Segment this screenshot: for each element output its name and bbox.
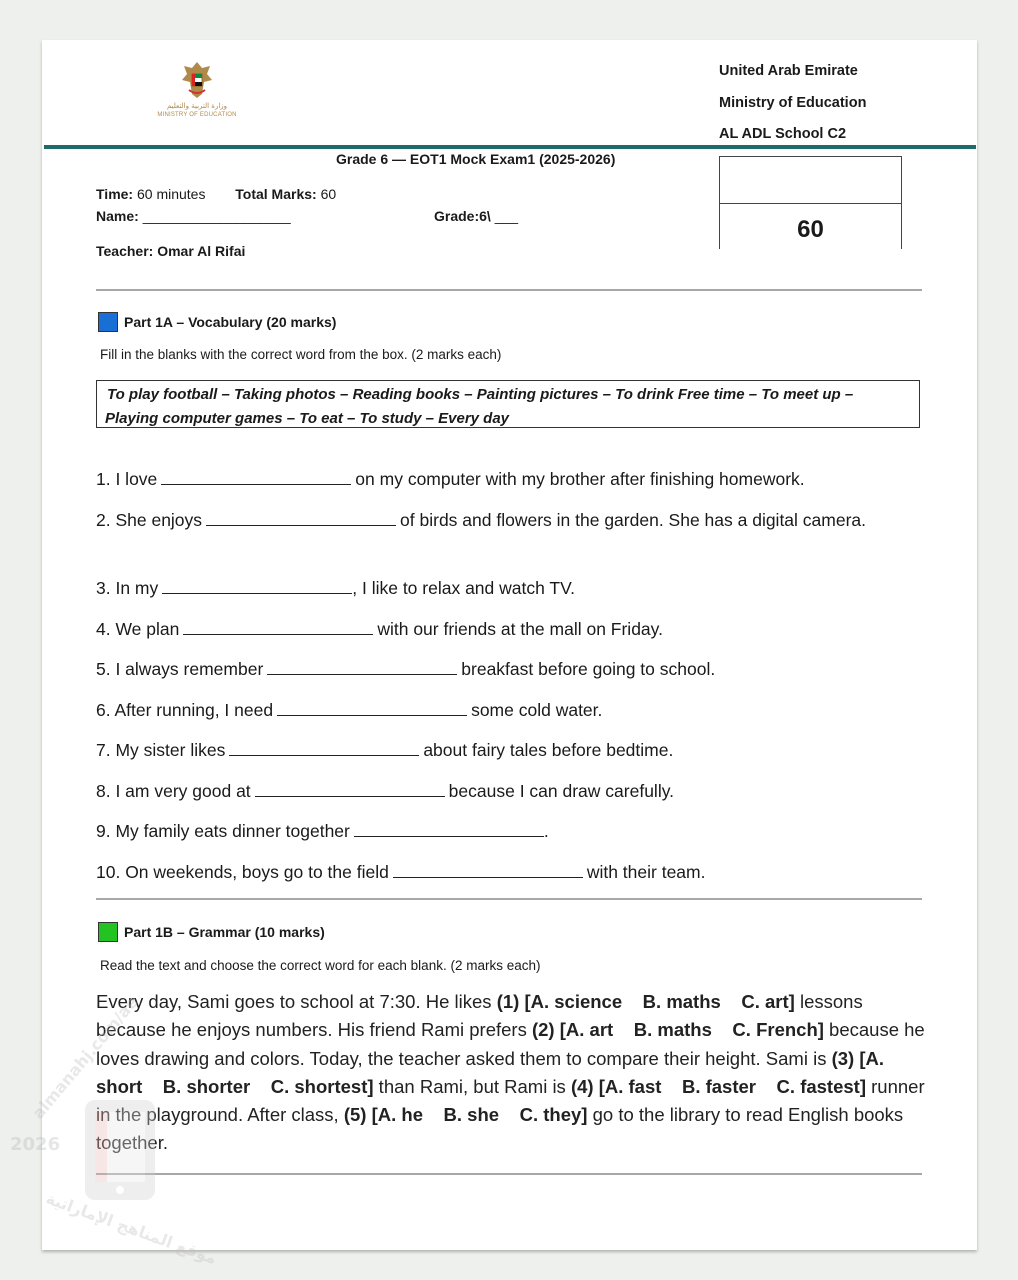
question-6 (96, 696, 926, 724)
exam-title: Grade 6 — EOT1 Mock Exam1 (2025-2026) (336, 151, 616, 167)
ministry-logo (147, 60, 247, 130)
section-divider (96, 1173, 922, 1175)
part-1b-title: Part 1B – Grammar (10 marks) (124, 924, 325, 940)
question-text: on my computer with my brother after finishing homework. (355, 469, 805, 489)
question-text: 5. I always remember (96, 659, 264, 679)
question-3 (96, 574, 926, 602)
question-7 (96, 736, 926, 764)
score-obtained-cell[interactable] (720, 157, 901, 204)
score-box (719, 156, 902, 249)
name-blank[interactable]: ___________________ (142, 208, 291, 224)
total-marks-label: Total Marks: (235, 186, 317, 202)
answer-blank[interactable] (393, 861, 583, 878)
answer-blank[interactable] (162, 577, 352, 594)
school-info (719, 56, 866, 151)
passage-text: runner in the playground. After class, (96, 1075, 925, 1126)
section-divider (96, 898, 922, 900)
watermark-arabic: موقع المناهج الإماراتية (43, 1188, 220, 1269)
question-text: 8. I am very good at (96, 781, 251, 801)
time-value: 60 minutes (136, 186, 206, 202)
time-and-marks (96, 186, 336, 202)
answer-blank[interactable] (206, 509, 396, 526)
question-5 (96, 655, 926, 683)
grade-field[interactable] (434, 208, 518, 224)
question-10 (96, 858, 926, 886)
answer-blank[interactable] (229, 739, 419, 756)
logo-arabic-text: وزارة التربية والتعليم (166, 102, 228, 110)
question-1 (96, 465, 926, 493)
question-text: breakfast before going to school. (461, 659, 716, 679)
question-text: because I can draw carefully. (448, 781, 675, 801)
question-text: 9. My family eats dinner together (96, 821, 350, 841)
question-text: 1. I love (96, 469, 158, 489)
question-text: 6. After running, I need (96, 700, 274, 720)
grade-blank[interactable]: ___ (494, 208, 519, 224)
choice-4[interactable]: (4) [A. fast B. faster C. fastest] (570, 1075, 866, 1097)
answer-blank[interactable] (255, 780, 445, 797)
answer-blank[interactable] (277, 699, 467, 716)
passage-text: go to the library to read English books together. (96, 1104, 904, 1154)
word-box (96, 380, 920, 428)
question-text: with their team. (586, 862, 706, 882)
total-marks-value: 60 (320, 186, 337, 202)
answer-blank[interactable] (267, 658, 457, 675)
question-4 (96, 615, 926, 643)
country-line: United Arab Emirate (719, 63, 858, 79)
ministry-line: Ministry of Education (719, 94, 867, 111)
word-box-line: To play football – Taking photos – Reading books – Painting pictures – To drink Free time – To meet up – (107, 386, 854, 403)
section-divider (96, 289, 922, 291)
school-line: AL ADL School C2 (719, 126, 847, 142)
blue-square-icon (98, 312, 118, 332)
question-text: about fairy tales before bedtime. (423, 740, 674, 760)
question-2 (96, 506, 926, 534)
logo-english-text: MINISTRY OF EDUCATION (157, 112, 237, 118)
watermark-latin: almanahj.com/ae (28, 992, 142, 1123)
score-total: 60 (797, 216, 824, 243)
question-text: 4. We plan (96, 619, 180, 639)
passage-text: than Rami, but Rami is (373, 1075, 571, 1097)
exam-page (42, 40, 977, 1250)
name-field[interactable] (96, 208, 291, 224)
time-label: Time: (96, 186, 134, 202)
question-text: 7. My sister likes (96, 740, 226, 760)
choice-5[interactable]: (5) [A. he B. she C. they] (343, 1104, 588, 1126)
uae-emblem-icon (180, 60, 214, 100)
part-1a-heading (98, 312, 336, 332)
header-divider (44, 145, 976, 149)
answer-blank[interactable] (354, 820, 544, 837)
grammar-passage (96, 988, 926, 1158)
watermark-year: 2026 (10, 1134, 61, 1155)
passage-text: Every day, Sami goes to school at 7:30. He likes (96, 991, 497, 1012)
passage-text: because he loves drawing and colors. Today, the teacher asked them to compare their height. Sami is (96, 1019, 925, 1069)
part-1a-instruction: Fill in the blanks with the correct word from the box. (2 marks each) (100, 347, 502, 362)
part-1b-heading (98, 922, 325, 942)
name-label: Name: (96, 208, 139, 224)
choice-3[interactable]: (3) [A. short B. shorter C. shortest] (96, 1047, 890, 1097)
part-1b-instruction: Read the text and choose the correct word for each blank. (2 marks each) (100, 958, 541, 973)
grade-label: Grade:6\ (434, 208, 491, 224)
question-text: with our friends at the mall on Friday. (377, 619, 663, 639)
question-text: , I like to relax and watch TV. (352, 578, 576, 598)
teacher-line (96, 243, 245, 259)
passage-text: lessons because he enjoys numbers. His friend Rami prefers (96, 991, 863, 1041)
question-9 (96, 817, 926, 845)
choice-2[interactable]: (2) [A. art B. maths C. French] (531, 1019, 824, 1041)
green-square-icon (98, 922, 118, 942)
choice-1[interactable]: (1) [A. science B. maths C. art] (496, 991, 795, 1012)
part-1a-title: Part 1A – Vocabulary (20 marks) (124, 314, 337, 330)
question-text: . (543, 821, 549, 841)
teacher-name: Teacher: Omar Al Rifai (96, 243, 246, 259)
question-text: 3. In my (96, 578, 159, 598)
question-8 (96, 777, 926, 805)
question-text: 2. She enjoys (96, 510, 203, 530)
answer-blank[interactable] (183, 618, 373, 635)
answer-blank[interactable] (161, 468, 351, 485)
question-text: some cold water. (471, 700, 603, 720)
question-text: 10. On weekends, boys go to the field (96, 862, 389, 882)
question-text: of birds and flowers in the garden. She has a digital camera. (400, 510, 867, 530)
word-box-line: Playing computer games – To eat – To study – Every day (105, 410, 510, 427)
